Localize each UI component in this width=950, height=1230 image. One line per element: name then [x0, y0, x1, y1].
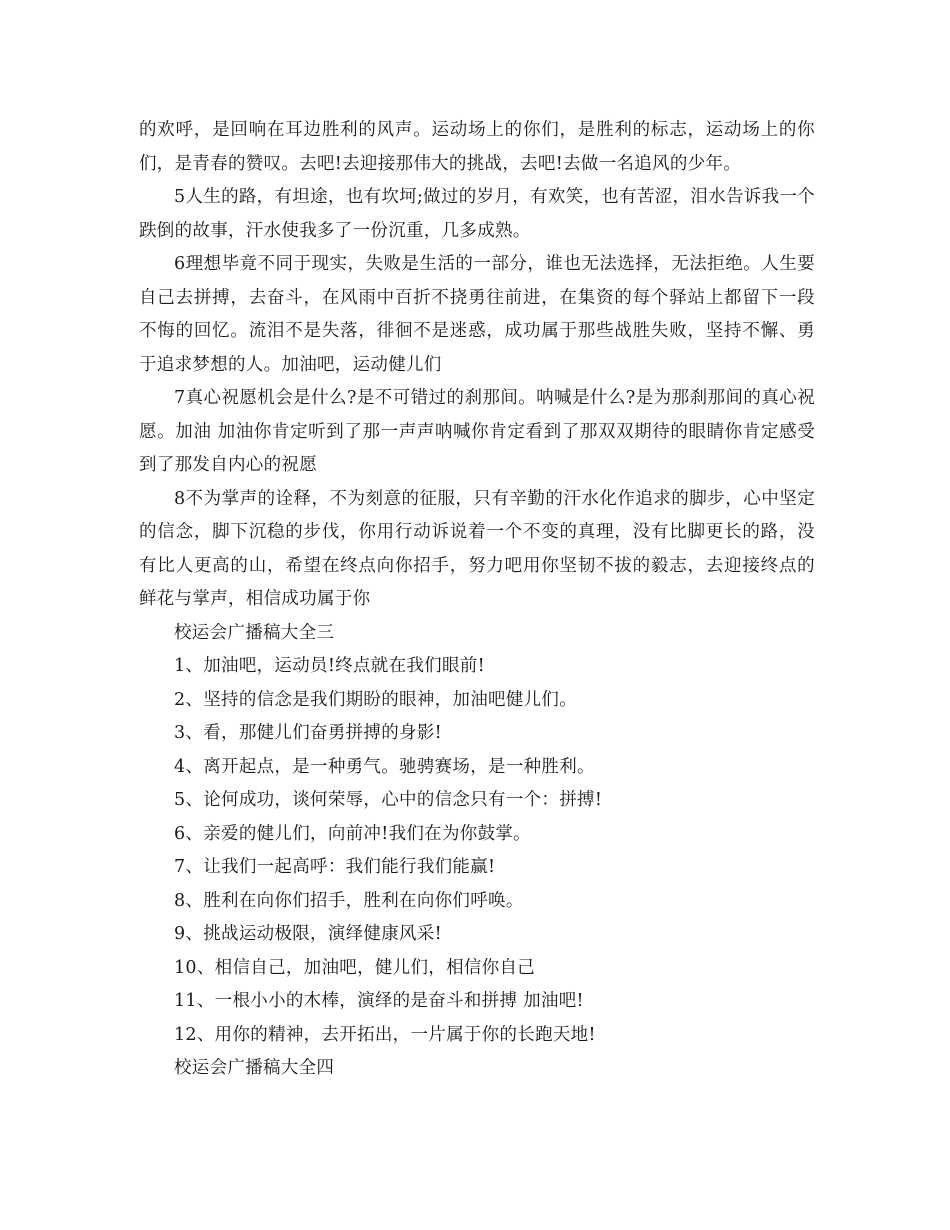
list-item: 8、胜利在向你们招手，胜利在向你们呼唤。 [174, 890, 524, 911]
document-body [139, 114, 815, 1086]
paragraph-8: 8不为掌声的诠释，不为刻意的征服，只有辛勤的汗水化作追求的脚步，心中坚定的信念，脚下沉稳的步伐，你用行动诉说着一个不变的真理，没有比脚更长的路，没有比人更高的山，希望在终点向你招手，努力吧用你坚韧不拔的毅志，去迎接终点的鲜花与掌声，相信成功属于你 [139, 488, 815, 609]
list-item: 3、看，那健儿们奋勇拼搏的身影! [174, 723, 442, 743]
section-heading-3: 校运会广播稿大全三 [174, 622, 335, 643]
list-item: 10、相信自己，加油吧，健儿们，相信你自己 [174, 957, 536, 978]
list-item: 5、论何成功，谈何荣辱，心中的信念只有一个：拼搏! [174, 790, 603, 810]
list-item: 2、坚持的信念是我们期盼的眼神，加油吧健儿们。 [174, 689, 578, 710]
paragraph-6: 6理想毕竟不同于现实，失败是生活的一部分，谁也无法选择，无法拒绝。人生要自己去拼搏，去奋斗，在风雨中百折不挠勇往前进，在集资的每个驿站上都留下一段不悔的回忆。流泪不是失落，徘徊不是迷惑，成功属于那些战胜失败，坚持不懈、勇于追求梦想的人。加油吧，运动健儿们 [139, 254, 815, 375]
section-heading-4: 校运会广播稿大全四 [174, 1058, 335, 1078]
list-item: 1、加油吧，运动员!终点就在我们眼前! [174, 656, 485, 676]
paragraph-7: 7真心祝愿机会是什么?是不可错过的刹那间。呐喊是什么?是为那刹那间的真心祝愿。加油 加油你肯定听到了那一声声呐喊你肯定看到了那双双期待的眼睛你肯定感受到了那发自内心的祝愿 [139, 388, 815, 475]
list-item: 11、一根小小的木棒，演绎的是奋斗和拼搏 加油吧! [174, 991, 584, 1011]
paragraph-5: 5人生的路，有坦途，也有坎坷;做过的岁月，有欢笑，也有苦涩，泪水告诉我一个跌倒的故事，汗水使我多了一份沉重，几多成熟。 [139, 187, 815, 241]
paragraph-continuation: 的欢呼，是回响在耳边胜利的风声。运动场上的你们，是胜利的标志，运动场上的你们，是青春的赞叹。去吧!去迎接那伟大的挑战，去吧!去做一名追风的少年。 [139, 120, 815, 174]
list-item: 12、用你的精神，去开拓出，一片属于你的长跑天地! [174, 1024, 596, 1045]
list-item: 9、挑战运动极限，演绎健康风采! [174, 924, 442, 944]
list-item: 7、让我们一起高呼：我们能行我们能赢! [174, 857, 496, 877]
list-item: 4、离开起点，是一种勇气。驰骋赛场，是一种胜利。 [174, 756, 595, 777]
list-item: 6、亲爱的健儿们，向前冲!我们在为你鼓掌。 [174, 823, 531, 844]
